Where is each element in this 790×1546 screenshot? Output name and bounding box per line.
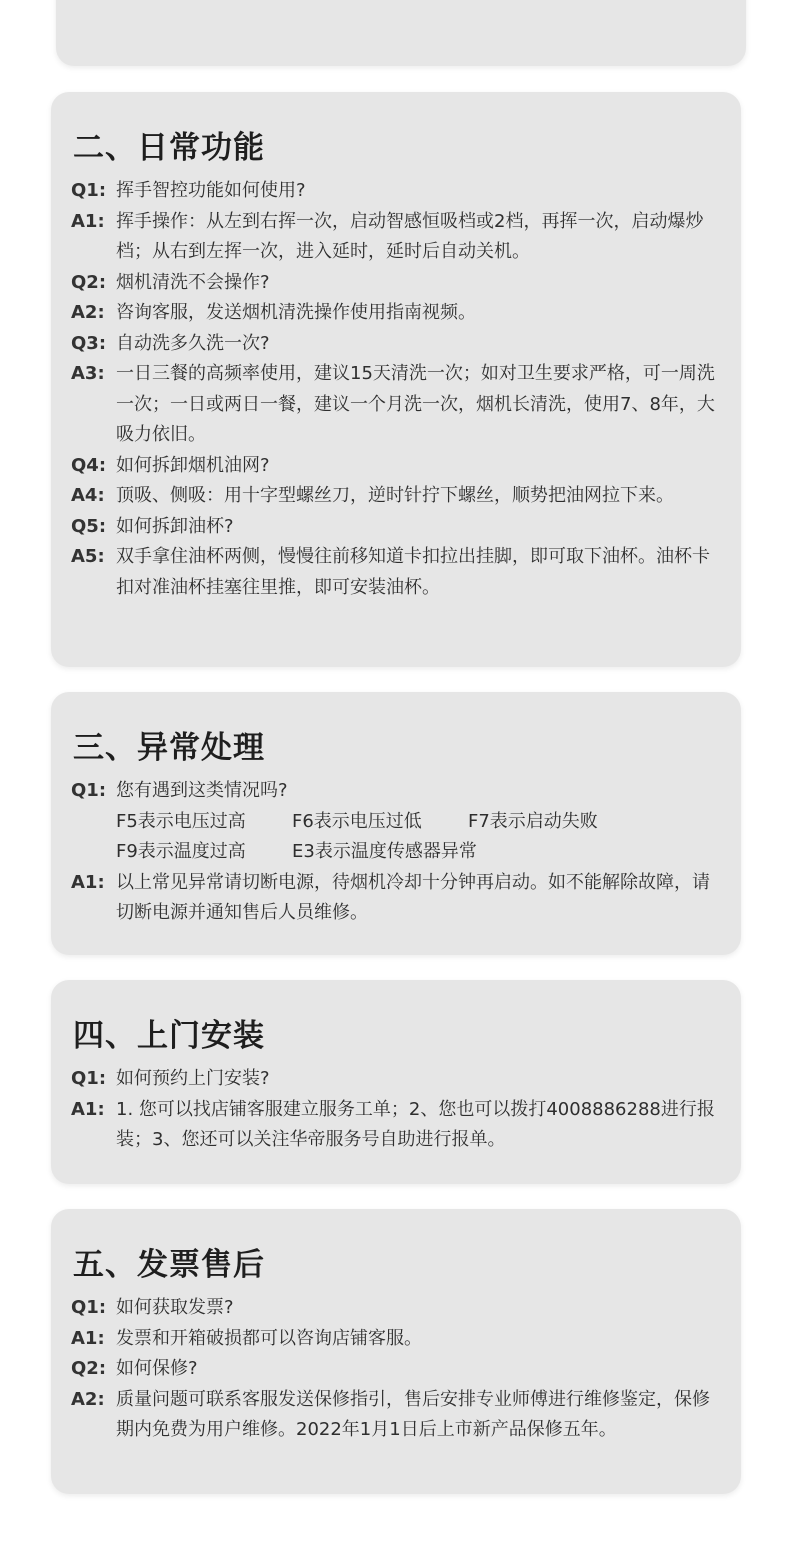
qa-tag: A1: (71, 1327, 105, 1349)
section-error-handling (51, 692, 741, 955)
section-title: 四、上门安装 (73, 1018, 265, 1054)
qa-item (71, 1064, 725, 1095)
qa-item (71, 512, 725, 543)
qa-text: 双手拿住油杯两侧，慢慢往前移知道卡扣拉出挂脚，即可取下油杯。油杯卡扣对准油杯挂塞往里推，即可安装油杯。 (116, 546, 710, 598)
qa-text: 一日三餐的高频率使用，建议15天清洗一次；如对卫生要求严格，可一周洗一次；一日或两日一餐，建议一个月洗一次，烟机长清洗，使用7、8年，大吸力依旧。 (116, 363, 715, 445)
qa-list (71, 1293, 725, 1446)
qa-text: 挥手智控功能如何使用? (116, 180, 306, 201)
qa-text: 顶吸、侧吸：用十字型螺丝刀，逆时针拧下螺丝，顺势把油网拉下来。 (116, 485, 674, 506)
qa-tag: A4: (71, 485, 105, 506)
qa-item (71, 268, 725, 299)
qa-item (71, 329, 725, 360)
qa-list (71, 176, 725, 603)
qa-text: 如何保修? (116, 1358, 198, 1379)
section-daily-functions (51, 92, 741, 667)
error-code-row (116, 807, 725, 838)
qa-text: 咨询客服，发送烟机清洗操作使用指南视频。 (116, 302, 476, 323)
qa-tag: Q1: (71, 780, 107, 801)
error-code: E3表示温度传感器异常 (292, 841, 477, 862)
qa-item (71, 298, 725, 329)
qa-tag: Q5: (71, 515, 107, 537)
qa-list (71, 1064, 725, 1156)
qa-tag: A2: (71, 1388, 105, 1410)
section-title: 五、发票售后 (73, 1247, 265, 1283)
previous-section-card (56, 0, 746, 66)
qa-text: 挥手操作：从左到右挥一次，启动智感恒吸档或2档，再挥一次，启动爆炒档；从右到左挥一次，进入延时，延时后自动关机。 (116, 210, 704, 262)
qa-item (71, 776, 725, 807)
qa-tag: Q4: (71, 454, 107, 476)
qa-text: 如何预约上门安装? (116, 1068, 270, 1089)
qa-item (71, 359, 725, 451)
qa-text: 烟机清洗不会操作? (116, 271, 270, 293)
qa-item (71, 451, 725, 482)
qa-tag: A3: (71, 363, 105, 384)
qa-text: 自动洗多久洗一次? (116, 332, 270, 354)
qa-text: 质量问题可联系客服发送保修指引，售后安排专业师傅进行维修鉴定，保修期内免费为用户维修。2022年1月1日后上市新产品保修五年。 (116, 1388, 710, 1440)
error-code: F6表示电压过低 (292, 810, 422, 832)
error-code: F5表示电压过高 (116, 810, 246, 832)
qa-tag: Q3: (71, 332, 107, 354)
error-code-row (116, 837, 725, 868)
qa-item (71, 542, 725, 603)
qa-item (71, 868, 725, 929)
qa-item (71, 1354, 725, 1385)
qa-text: 1. 您可以找店铺客服建立服务工单；2、您也可以拨打4008886288进行报装；3、您还可以关注华帝服务号自助进行报单。 (116, 1098, 715, 1150)
section-title: 二、日常功能 (73, 130, 265, 166)
qa-text: 您有遇到这类情况吗? (116, 780, 288, 801)
qa-text: 如何获取发票? (116, 1297, 234, 1318)
qa-tag: A1: (71, 210, 105, 232)
qa-tag: A5: (71, 546, 105, 567)
section-home-installation (51, 980, 741, 1184)
qa-tag: Q2: (71, 1358, 107, 1379)
error-code: F9表示温度过高 (116, 841, 246, 862)
qa-tag: A1: (71, 1098, 105, 1120)
qa-item (71, 1293, 725, 1324)
qa-item (71, 481, 725, 512)
qa-tag: Q1: (71, 1297, 107, 1318)
error-code-list (71, 807, 725, 868)
qa-text: 如何拆卸油杯? (116, 515, 234, 537)
qa-text: 以上常见异常请切断电源，待烟机冷却十分钟再启动。如不能解除故障，请切断电源并通知售后人员维修。 (116, 871, 710, 923)
qa-list (71, 776, 725, 929)
qa-item (71, 1095, 725, 1156)
qa-item (71, 207, 725, 268)
section-invoice-after-sales (51, 1209, 741, 1494)
qa-tag: A1: (71, 871, 105, 893)
qa-item (71, 1385, 725, 1446)
qa-tag: Q2: (71, 271, 107, 293)
qa-tag: A2: (71, 302, 105, 323)
error-code: F7表示启动失败 (468, 810, 598, 832)
qa-tag: Q1: (71, 180, 107, 201)
section-title: 三、异常处理 (73, 730, 265, 766)
qa-item (71, 176, 725, 207)
qa-tag: Q1: (71, 1068, 107, 1089)
qa-text: 如何拆卸烟机油网? (116, 454, 270, 476)
qa-text: 发票和开箱破损都可以咨询店铺客服。 (116, 1327, 422, 1349)
qa-item (71, 1324, 725, 1355)
